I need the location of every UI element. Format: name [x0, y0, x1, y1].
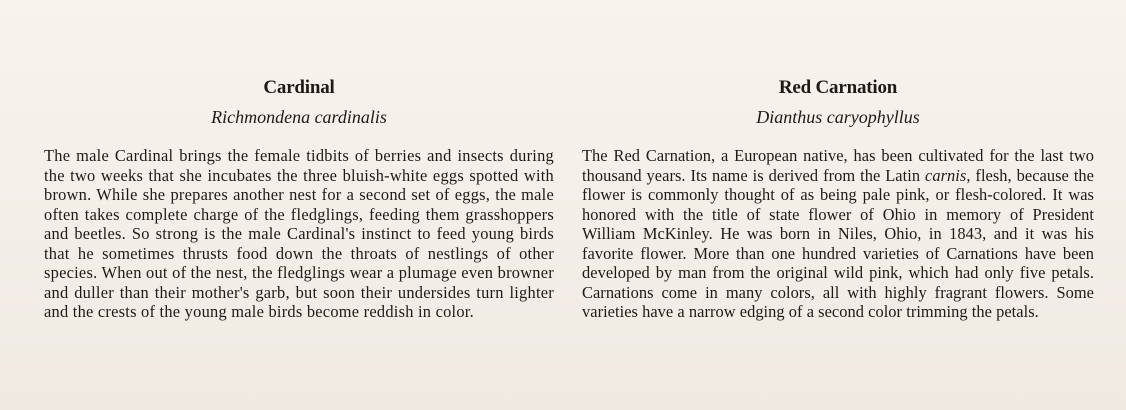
cardinal-title: Cardinal	[263, 77, 335, 98]
carnation-description-part-2: , flesh, because the flower is commonly thought of as being pale pink, or flesh-colored. It was honored with the title of state flower of Ohio in memory of President William McKinley. He was born in Niles, Ohio, in 1843, and it was his favorite flower. More than one hundred varieties of Carnations have been developed by man from the original wild pink, which had only five petals. Carnations come in many colors, all with highly fragrant flowers. Some varieties have a narrow edging of a second color trimming the petals.	[582, 165, 1095, 322]
cardinal-section	[44, 77, 554, 322]
carnation-description-part-1: The Red Carnation, a European native, has been cultivated for the last two thousand years. Its name is derived from the Latin	[582, 146, 1094, 185]
carnation-description	[582, 146, 1094, 322]
cardinal-description: The male Cardinal brings the female tidbits of berries and insects during the two weeks that she incubates the three bluish-white eggs spotted with brown. While she prepares another nest for a second set of eggs, the male often takes complete charge of the fledglings, feeding them grasshoppers and beetles. So strong is the male Cardinal's instinct to feed young birds that he sometimes thrusts food down the throats of nestlings of other species. When out of the nest, the fledglings wear a plumage even browner and duller than their mother's garb, but soon their undersides turn lighter and the crests of the young male birds become reddish in color.	[44, 146, 554, 322]
carnation-latin-word: carnis	[925, 165, 967, 185]
carnation-scientific-name: Dianthus caryophyllus	[756, 107, 920, 127]
carnation-section	[582, 77, 1094, 322]
carnation-title: Red Carnation	[778, 77, 898, 98]
cardinal-scientific-name: Richmondena cardinalis	[211, 107, 387, 127]
